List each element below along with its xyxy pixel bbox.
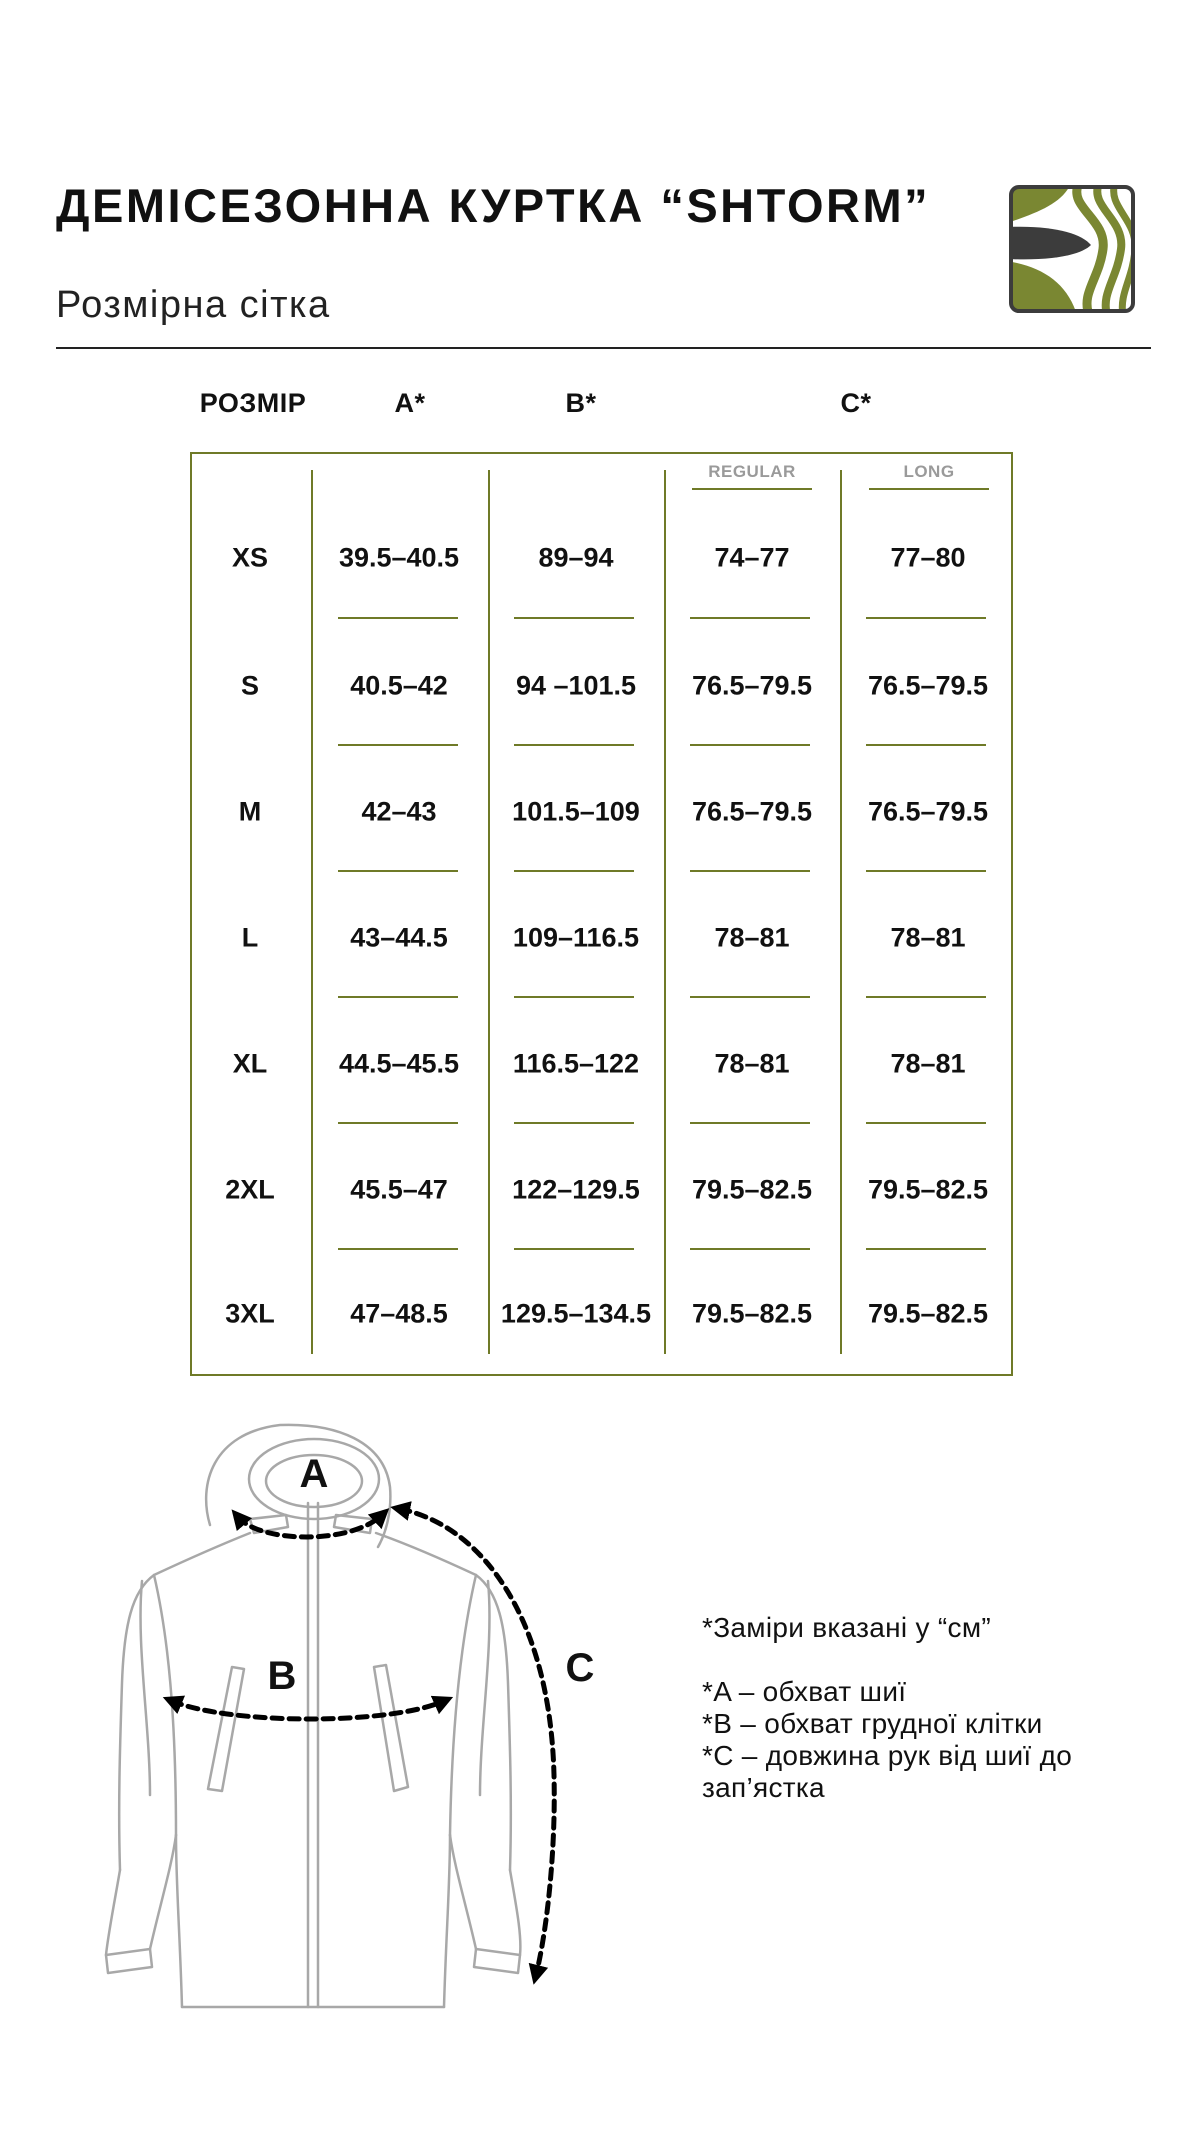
row-separator [338,870,458,872]
cell-c-regular: 78–81 [714,1048,790,1079]
note-a: *A – обхват шиї [702,1676,907,1707]
row-separator [338,617,458,619]
row-separator [514,996,634,998]
cell-c-long: 79.5–82.5 [867,1174,989,1205]
measurement-notes [702,1612,1072,1804]
cell-c-long: 76.5–79.5 [867,796,989,827]
cell-a: 39.5–40.5 [338,542,460,573]
row-separator [866,1248,986,1250]
page-subtitle: Розмірна сітка [56,284,331,326]
note-c-line2: зап’ястка [702,1772,825,1803]
cell-c-long: 79.5–82.5 [867,1298,989,1329]
row-separator [514,1248,634,1250]
cell-c-long: 78–81 [890,922,966,953]
column-divider [311,470,313,1354]
cell-b: 109–116.5 [512,922,640,953]
note-c-line1: *C – довжина рук від шиї до [702,1740,1073,1771]
column-header-c: C* [840,388,872,418]
cell-a: 40.5–42 [350,670,448,701]
column-header-a: A* [394,388,426,418]
cell-c-regular: 79.5–82.5 [691,1174,813,1205]
label-b: B [267,1654,297,1698]
cell-a: 43–44.5 [350,922,448,953]
row-separator [690,1122,810,1124]
cell-c-regular: 76.5–79.5 [691,796,813,827]
cell-size: XL [232,1048,268,1079]
row-separator [866,617,986,619]
row-separator [514,870,634,872]
row-separator [866,996,986,998]
cell-size: S [240,670,259,701]
cell-a: 45.5–47 [350,1174,448,1205]
row-separator [690,870,810,872]
page-title: ДЕМІСЕЗОННА КУРТКА “SHTORM” [56,179,931,232]
header-divider [56,347,1151,349]
cell-a: 42–43 [361,796,437,827]
cell-c-long: 77–80 [890,542,966,573]
cell-size: 3XL [225,1298,275,1329]
subheader-underline [869,488,989,490]
row-separator [690,1248,810,1250]
cell-size: L [241,922,259,953]
cell-c-regular: 76.5–79.5 [691,670,813,701]
subheader-underline [692,488,812,490]
jacket-diagram [80,1415,640,2015]
cell-size: XS [231,542,269,573]
size-table [190,452,1013,1376]
row-separator [866,744,986,746]
cell-c-regular: 74–77 [714,542,790,573]
row-separator [866,1122,986,1124]
cell-size: M [238,796,262,827]
row-separator [338,996,458,998]
brand-logo [1007,183,1137,315]
cell-c-long: 76.5–79.5 [867,670,989,701]
row-separator [338,744,458,746]
cell-b: 101.5–109 [512,796,640,827]
cell-b: 129.5–134.5 [500,1298,652,1329]
row-separator [690,996,810,998]
cell-b: 122–129.5 [512,1174,640,1205]
cell-a: 44.5–45.5 [338,1048,460,1079]
note-b: *B – обхват грудної клітки [702,1708,1043,1739]
cell-c-regular: 79.5–82.5 [691,1298,813,1329]
measurement-arrows [172,1509,554,1975]
column-header-b: B* [565,388,597,418]
row-separator [690,744,810,746]
column-header-size: РОЗМІР [199,388,307,418]
column-divider [664,470,666,1354]
row-separator [514,617,634,619]
cell-b: 89–94 [538,542,614,573]
cell-c-long: 78–81 [890,1048,966,1079]
note-spacer [702,1644,1072,1676]
cell-b: 116.5–122 [512,1048,640,1079]
row-separator [866,870,986,872]
row-separator [338,1122,458,1124]
label-a: A [299,1452,329,1496]
subheader-long: LONG [903,462,955,481]
label-c: C [565,1646,595,1690]
subheader-regular: REGULAR [708,462,796,481]
row-separator [338,1248,458,1250]
row-separator [690,617,810,619]
cell-b: 94 –101.5 [515,670,637,701]
note-units: *Заміри вказані у “см” [702,1612,991,1643]
cell-c-regular: 78–81 [714,922,790,953]
column-divider [488,470,490,1354]
cell-a: 47–48.5 [350,1298,448,1329]
column-divider [840,470,842,1354]
row-separator [514,744,634,746]
jacket-outline [106,1425,520,2007]
row-separator [514,1122,634,1124]
cell-size: 2XL [225,1174,275,1205]
